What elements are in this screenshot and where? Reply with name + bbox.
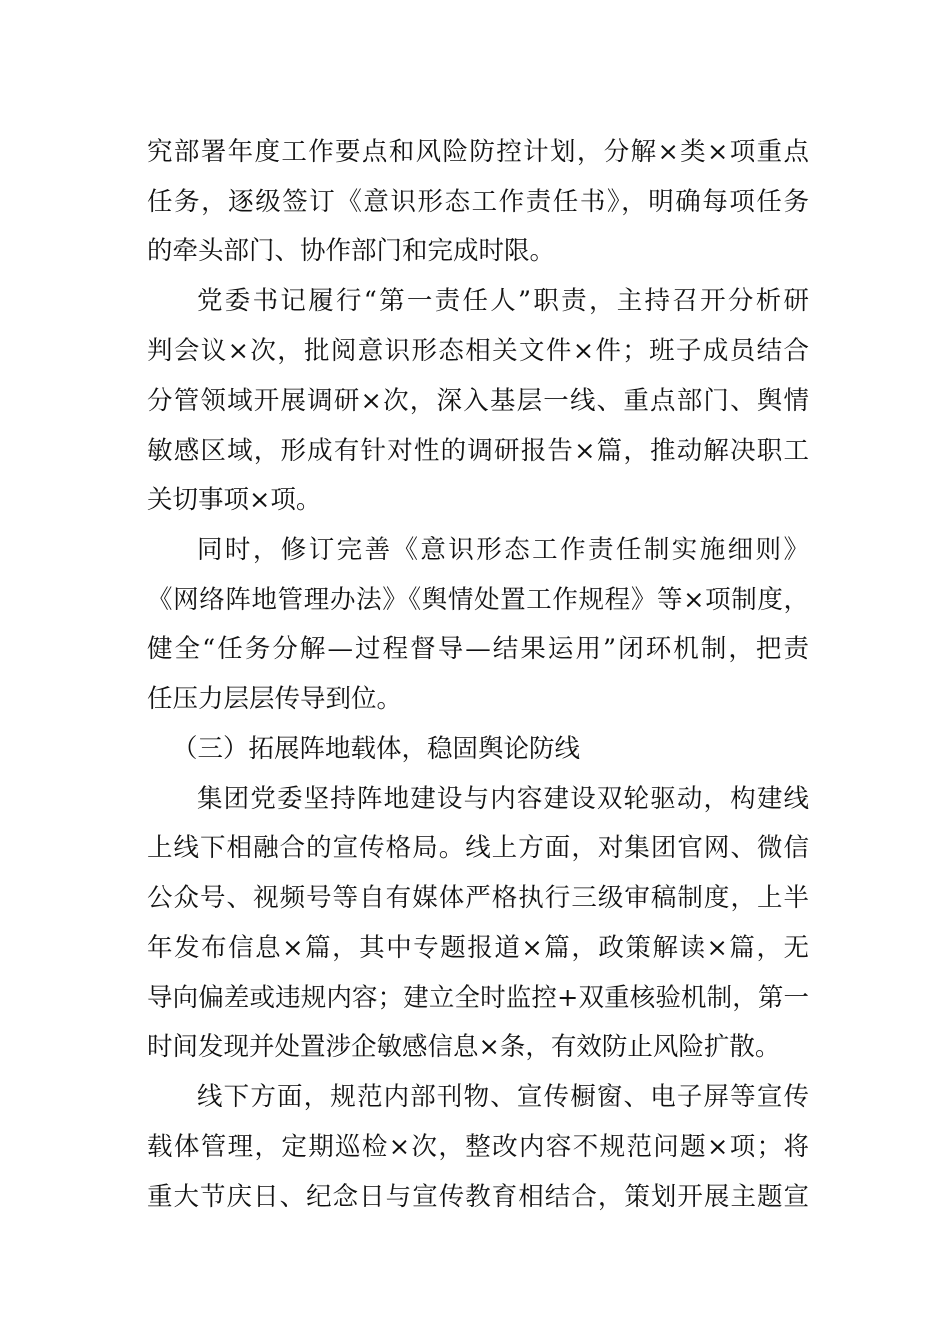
text-line: 集团党委坚持阵地建设与内容建设双轮驱动，构建线 [197, 784, 809, 814]
text-line: 敏感区域，形成有针对性的调研报告×篇，推动解决职工 [147, 436, 809, 466]
text-line: 年发布信息×篇，其中专题报道×篇，政策解读×篇，无 [147, 933, 809, 963]
text-line: 究部署年度工作要点和风险防控计划，分解×类×项重点 [147, 137, 809, 167]
section-heading: （三）拓展阵地载体，稳固舆论防线 [172, 734, 581, 764]
text-line: 判会议×次，批阅意识形态相关文件×件；班子成员结合 [147, 336, 809, 366]
text-line: 健全“任务分解—过程督导—结果运用”闭环机制，把责 [147, 634, 809, 664]
text-line: 公众号、视频号等自有媒体严格执行三级审稿制度，上半 [147, 883, 809, 913]
text-line: 《网络阵地管理办法》《舆情处置工作规程》等×项制度， [147, 585, 809, 615]
text-line: 线下方面，规范内部刊物、宣传橱窗、电子屏等宣传 [197, 1082, 809, 1112]
text-line: 载体管理，定期巡检×次，整改内容不规范问题×项；将 [147, 1132, 809, 1162]
text-line: 导向偏差或违规内容；建立全时监控+双重核验机制，第一 [147, 983, 809, 1013]
text-line: 任压力层层传导到位。 [147, 684, 403, 714]
text-line: 时间发现并处置涉企敏感信息×条，有效防止风险扩散。 [147, 1032, 781, 1062]
text-line: 分管领域开展调研×次，深入基层一线、重点部门、舆情 [147, 386, 809, 416]
text-line: 党委书记履行“第一责任人”职责，主持召开分析研 [197, 286, 809, 316]
text-line: 关切事项×项。 [147, 485, 322, 515]
text-line: 重大节庆日、纪念日与宣传教育相结合，策划开展主题宣 [147, 1182, 809, 1212]
text-line: 任务，逐级签订《意识形态工作责任书》，明确每项任务 [147, 187, 809, 217]
text-line: 的牵头部门、协作部门和完成时限。 [147, 236, 556, 266]
text-line: 上线下相融合的宣传格局。线上方面，对集团官网、微信 [147, 833, 809, 863]
text-line: 同时，修订完善《意识形态工作责任制实施细则》 [197, 535, 809, 565]
